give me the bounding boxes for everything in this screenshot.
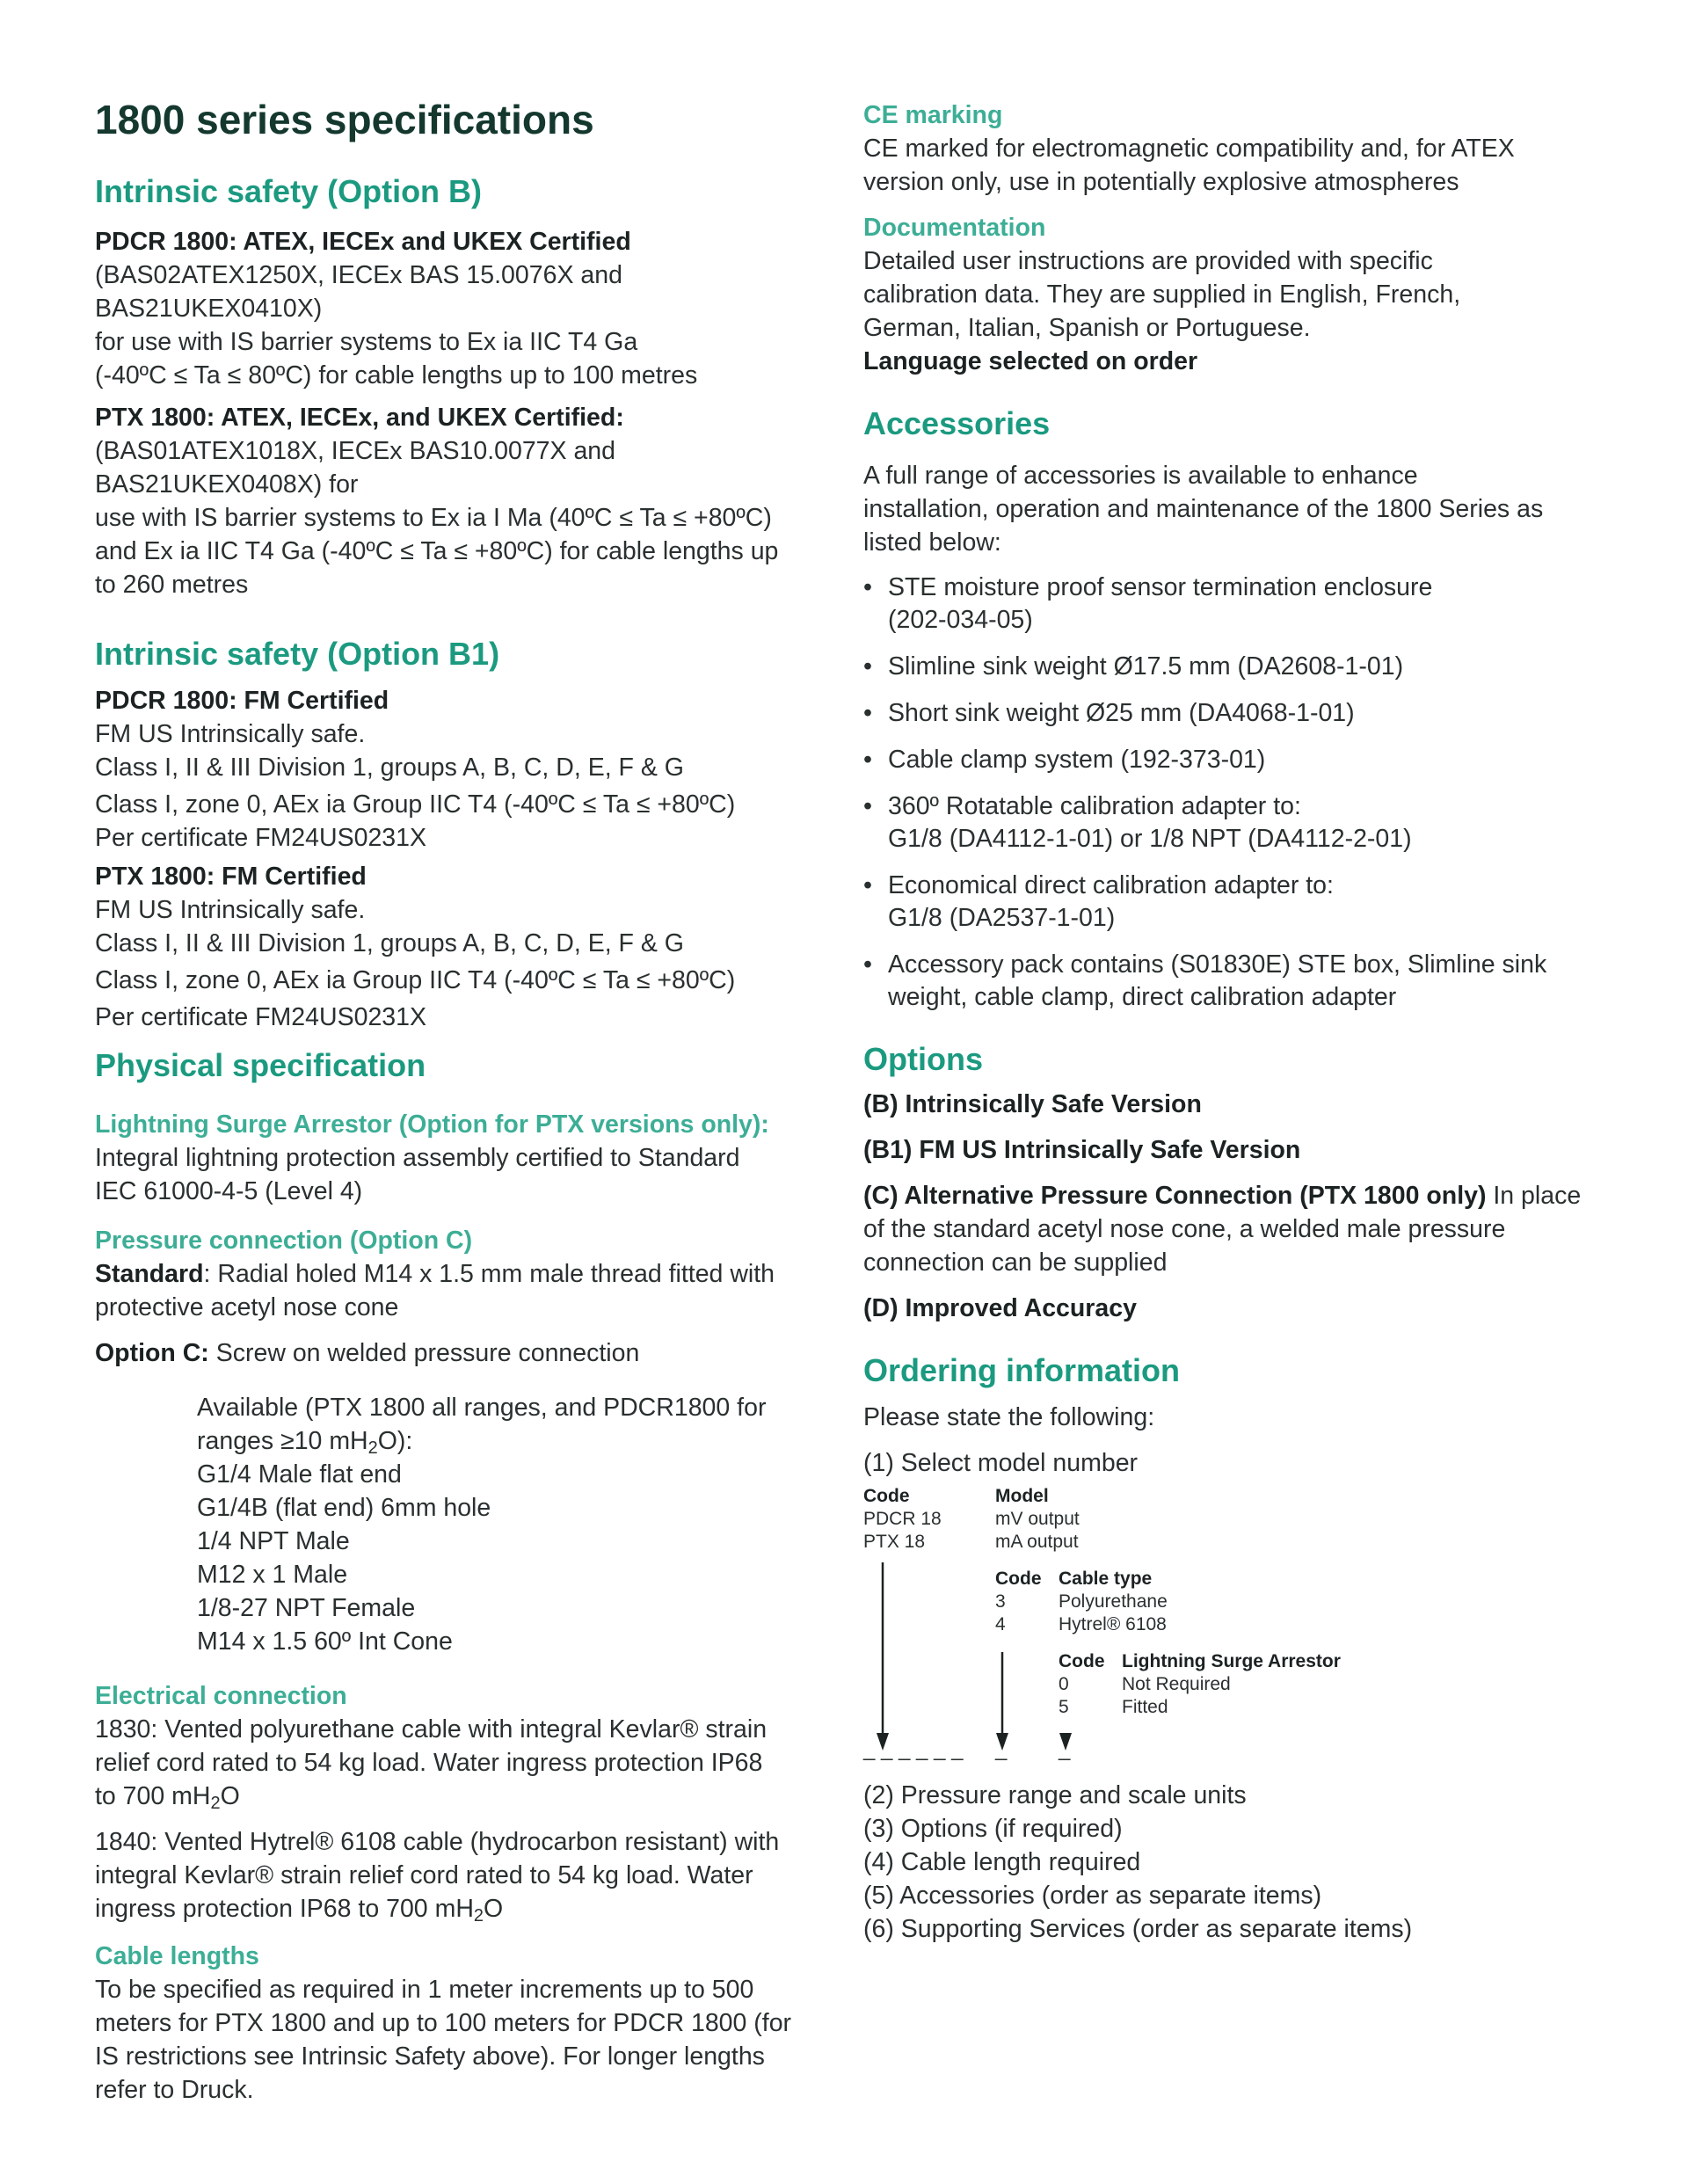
lsa-value: Fitted: [1122, 1697, 1168, 1717]
lsa-header: Lightning Surge Arrestor: [1122, 1651, 1341, 1671]
code-value: PTX 18: [863, 1532, 926, 1552]
list-item: • STE moisture proof sensor termination enclosure (202-034-05): [863, 571, 1593, 637]
model-number-diagram: [863, 1483, 1408, 1773]
options-heading: Options: [863, 1041, 983, 1077]
list-item: • Accessory pack contains (S01830E) STE box, Slimline sink weight, cable clamp, direct calibration adapter: [863, 949, 1593, 1014]
model-placeholder: _ _ _ _ _ _: [863, 1737, 964, 1761]
list-item: • 360º Rotatable calibration adapter to: G1/8 (DA4112-1-01) or 1/8 NPT (DA4112-2-01): [863, 790, 1593, 855]
code3-header: Code: [1059, 1651, 1105, 1671]
code2-header: Code: [995, 1569, 1042, 1589]
cable-type-value: Polyurethane: [1059, 1591, 1168, 1612]
section-physical: [95, 1046, 816, 2107]
model-value: mA output: [995, 1532, 1079, 1552]
right-column: [863, 98, 1593, 1946]
documentation-title: Documentation: [863, 214, 1046, 242]
pressure-connection-standard: Standard: Radial holed M14 x 1.5 mm male thread fitted with protective acetyl nose cone: [95, 1260, 775, 1321]
section-is-b1: [95, 635, 816, 1034]
model-value: mV output: [995, 1509, 1080, 1529]
cable-type-header: Cable type: [1059, 1569, 1153, 1589]
ordering-heading: Ordering information: [863, 1352, 1180, 1388]
list-item: • Short sink weight Ø25 mm (DA4068-1-01): [863, 697, 1593, 730]
list-item: • Cable clamp system (192-373-01): [863, 744, 1593, 776]
pdcr-cert-text: (BAS02ATEX1250X, IECEx BAS 15.0076X and BAS21UKEX0410X) for use with IS barrier systems to Ex ia IIC T4 Ga (-40ºC ≤ Ta ≤ 80ºC) for cable lengths up to 100 metres: [95, 261, 698, 389]
lsa-value: Not Required: [1122, 1674, 1231, 1694]
ordering-intro: Please state the following:: [863, 1403, 1155, 1431]
option-b1: (B1) FM US Intrinsically Safe Version: [863, 1136, 1301, 1164]
section-heading: Physical specification: [95, 1047, 426, 1083]
cable-placeholder: _: [995, 1737, 1008, 1761]
code-value: PDCR 18: [863, 1509, 942, 1529]
electrical-connection-1840: 1840: Vented Hytrel® 6108 cable (hydrocarbon resistant) with integral Kevlar® strain relief cord rated to 54 kg load. Water ingress protection IP68 to 700 $mH_2O$: [95, 1828, 780, 1926]
electrical-connection-1830: 1830: Vented polyurethane cable with integral Kevlar® strain relief cord rated to 54 kg load. Water ingress protection IP68 to 700 $mH_2O$: [95, 1715, 768, 1813]
code2-value: 4: [995, 1614, 1006, 1634]
cable-type-value: Hytrel® 6108: [1059, 1614, 1167, 1634]
code-header: Code: [863, 1486, 910, 1506]
pdcr-fm-title: PDCR 1800: FM Certified: [95, 687, 389, 715]
pdcr-fm-text: FM US Intrinsically safe. Class I, II & III Division 1, groups A, B, C, D, E, F & G Class I, zone 0, AEx ia Group IIC T4 (-40ºC ≤ Ta ≤ +80ºC) Per certificate FM24US0231X: [95, 720, 736, 852]
option-d: (D) Improved Accuracy: [863, 1294, 1137, 1322]
ptx-cert-title: PTX 1800: ATEX, IECEx, and UKEX Certified:: [95, 404, 624, 432]
accessories-list: [863, 571, 1593, 1014]
accessories-heading: Accessories: [863, 405, 1051, 441]
electrical-connection-title: Electrical connection: [95, 1682, 347, 1710]
page-title: 1800 series specifications: [95, 97, 594, 142]
pdcr-cert-title: PDCR 1800: ATEX, IECEx and UKEX Certified: [95, 228, 631, 256]
ptx-cert-text: (BAS01ATEX1018X, IECEx BAS10.0077X and BAS21UKEX0408X) for use with IS barrier systems to Ex ia I Ma (40ºC ≤ Ta ≤ +80ºC) and Ex ia IIC T4 Ga (-40ºC ≤ Ta ≤ +80ºC) for cable lengths up to 260 metres: [95, 437, 779, 599]
accessories-intro: A full range of accessories is available to enhance installation, operation and maintenance of the 1800 Series as listed below:: [863, 462, 1544, 557]
ptx-fm-text: FM US Intrinsically safe. Class I, II & III Division 1, groups A, B, C, D, E, F & G Class I, zone 0, AEx ia Group IIC T4 (-40ºC ≤ Ta ≤ +80ºC) Per certificate FM24US0231X: [95, 896, 736, 1031]
lsa-placeholder: _: [1059, 1737, 1071, 1761]
option-b: (B) Intrinsically Safe Version: [863, 1090, 1202, 1118]
cable-lengths-text: To be specified as required in 1 meter increments up to 500 meters for PTX 1800 and up to 100 meters for PDCR 1800 (for IS restrictions see Intrinsic Safety above). For longer lengths refer to Druck.: [95, 1976, 792, 2104]
left-column: [95, 95, 816, 2107]
lsa-title: Lightning Surge Arrestor (Option for PTX versions only):: [95, 1110, 769, 1139]
option-c: (C) Alternative Pressure Connection (PTX 1800 only) In place of the standard acetyl nose cone, a welded male pressure connection can be supplied: [863, 1182, 1582, 1277]
ordering-step-1: (1) Select model number: [863, 1449, 1139, 1477]
list-item: • Economical direct calibration adapter to: G1/8 (DA2537-1-01): [863, 870, 1593, 935]
ce-marking-title: CE marking: [863, 101, 1003, 129]
model-header: Model: [995, 1486, 1049, 1506]
code3-value: 5: [1059, 1697, 1069, 1717]
documentation-text: Detailed user instructions are provided with specific calibration data. They are supplied in English, French, German, Italian, Spanish or Portuguese. Language selected on order: [863, 247, 1461, 375]
list-item: • Slimline sink weight Ø17.5 mm (DA2608-1-01): [863, 651, 1593, 683]
ce-marking-text: CE marked for electromagnetic compatibility and, for ATEX version only, use in potentially explosive atmospheres: [863, 135, 1515, 196]
ptx-fm-title: PTX 1800: FM Certified: [95, 863, 367, 891]
pressure-connection-option-c: Option C: Screw on welded pressure connection: [95, 1339, 640, 1367]
lsa-text: Integral lightning protection assembly certified to Standard IEC 61000-4-5 (Level 4): [95, 1144, 740, 1205]
section-heading: Intrinsic safety (Option B1): [95, 636, 500, 672]
code2-value: 3: [995, 1591, 1006, 1612]
code3-value: 0: [1059, 1674, 1069, 1694]
section-heading: Intrinsic safety (Option B): [95, 173, 483, 209]
pressure-connection-list: Available (PTX 1800 all ranges, and PDCR1800 for ranges ≥10 $mH_2O$): G1/4 Male flat end G1/4B (flat end) 6mm hole 1/4 NPT Male M12 x 1 Male 1/8-27 NPT Female M14 x 1.5 60º Int Cone: [197, 1394, 767, 1656]
ordering-steps: (2) Pressure range and scale units (3) Options (if required) (4) Cable length required (5) Accessories (order as separate items) (6) Supporting Services (order as separate items): [863, 1781, 1413, 1943]
cable-lengths-title: Cable lengths: [95, 1942, 259, 1970]
pressure-connection-title: Pressure connection (Option C): [95, 1227, 473, 1255]
section-is-b: [95, 172, 816, 601]
